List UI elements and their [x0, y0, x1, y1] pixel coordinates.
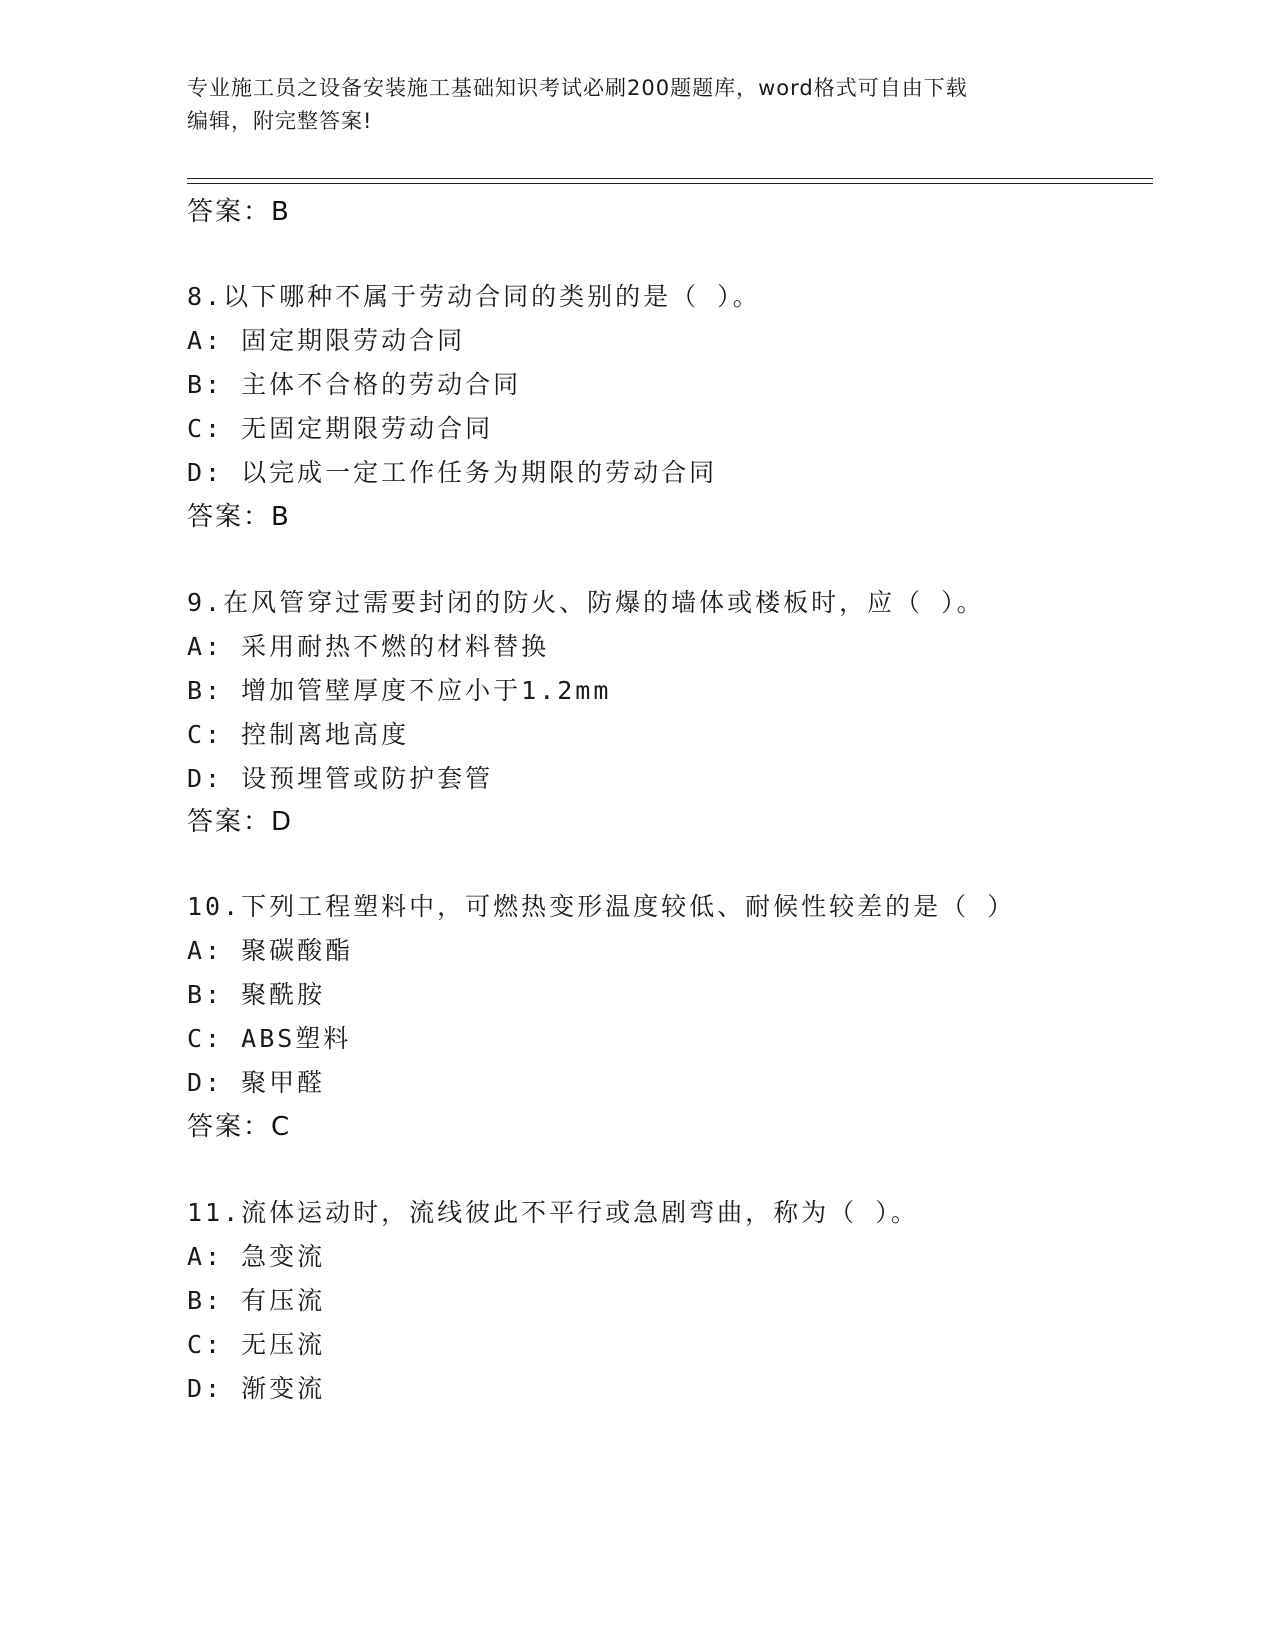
question-9-answer: 答案：D: [187, 807, 294, 837]
question-8-option-d: D: 以完成一定工作任务为期限的劳动合同: [187, 458, 718, 487]
question-stem-11: 11.流体运动时，流线彼此不平行或急剧弯曲，称为（ ）。: [187, 1198, 919, 1227]
header-line-2: 编辑，附完整答案!: [187, 109, 373, 133]
question-10-option-a: A: 聚碳酸酯: [187, 936, 354, 965]
question-11-option-d: D: 渐变流: [187, 1374, 326, 1403]
header-divider-top: [187, 178, 1153, 179]
header-line-1: 专业施工员之设备安装施工基础知识考试必刷200题题库，word格式可自由下载: [187, 76, 968, 100]
question-10-option-c: C: ABS塑料: [187, 1024, 352, 1053]
question-10-answer: 答案：C: [187, 1112, 292, 1142]
question-9-option-d: D: 设预埋管或防护套管: [187, 764, 494, 793]
question-11-option-b: B: 有压流: [187, 1286, 326, 1315]
answer-label: 答案：B: [187, 197, 291, 227]
question-stem-10: 10.下列工程塑料中，可燃热变形温度较低、耐候性较差的是（ ）: [187, 892, 1016, 921]
question-stem-8: 8.以下哪种不属于劳动合同的类别的是（ ）。: [187, 282, 761, 311]
question-8-option-c: C: 无固定期限劳动合同: [187, 414, 494, 443]
question-9-option-a: A: 采用耐热不燃的材料替换: [187, 632, 550, 661]
document-header: [187, 72, 1087, 138]
question-11-option-c: C: 无压流: [187, 1330, 326, 1359]
header-divider-bottom: [187, 183, 1153, 184]
question-10-option-d: D: 聚甲醛: [187, 1068, 326, 1097]
question-9-option-b: B: 增加管壁厚度不应小于1.2mm: [187, 676, 612, 705]
question-8-answer: 答案：B: [187, 502, 291, 532]
question-8-option-a: A: 固定期限劳动合同: [187, 326, 466, 355]
question-11-option-a: A: 急变流: [187, 1242, 326, 1271]
question-8-option-b: B: 主体不合格的劳动合同: [187, 370, 522, 399]
question-10-option-b: B: 聚酰胺: [187, 980, 326, 1009]
question-9-option-c: C: 控制离地高度: [187, 720, 410, 749]
question-stem-9: 9.在风管穿过需要封闭的防火、防爆的墙体或楼板时，应（ ）。: [187, 588, 985, 617]
